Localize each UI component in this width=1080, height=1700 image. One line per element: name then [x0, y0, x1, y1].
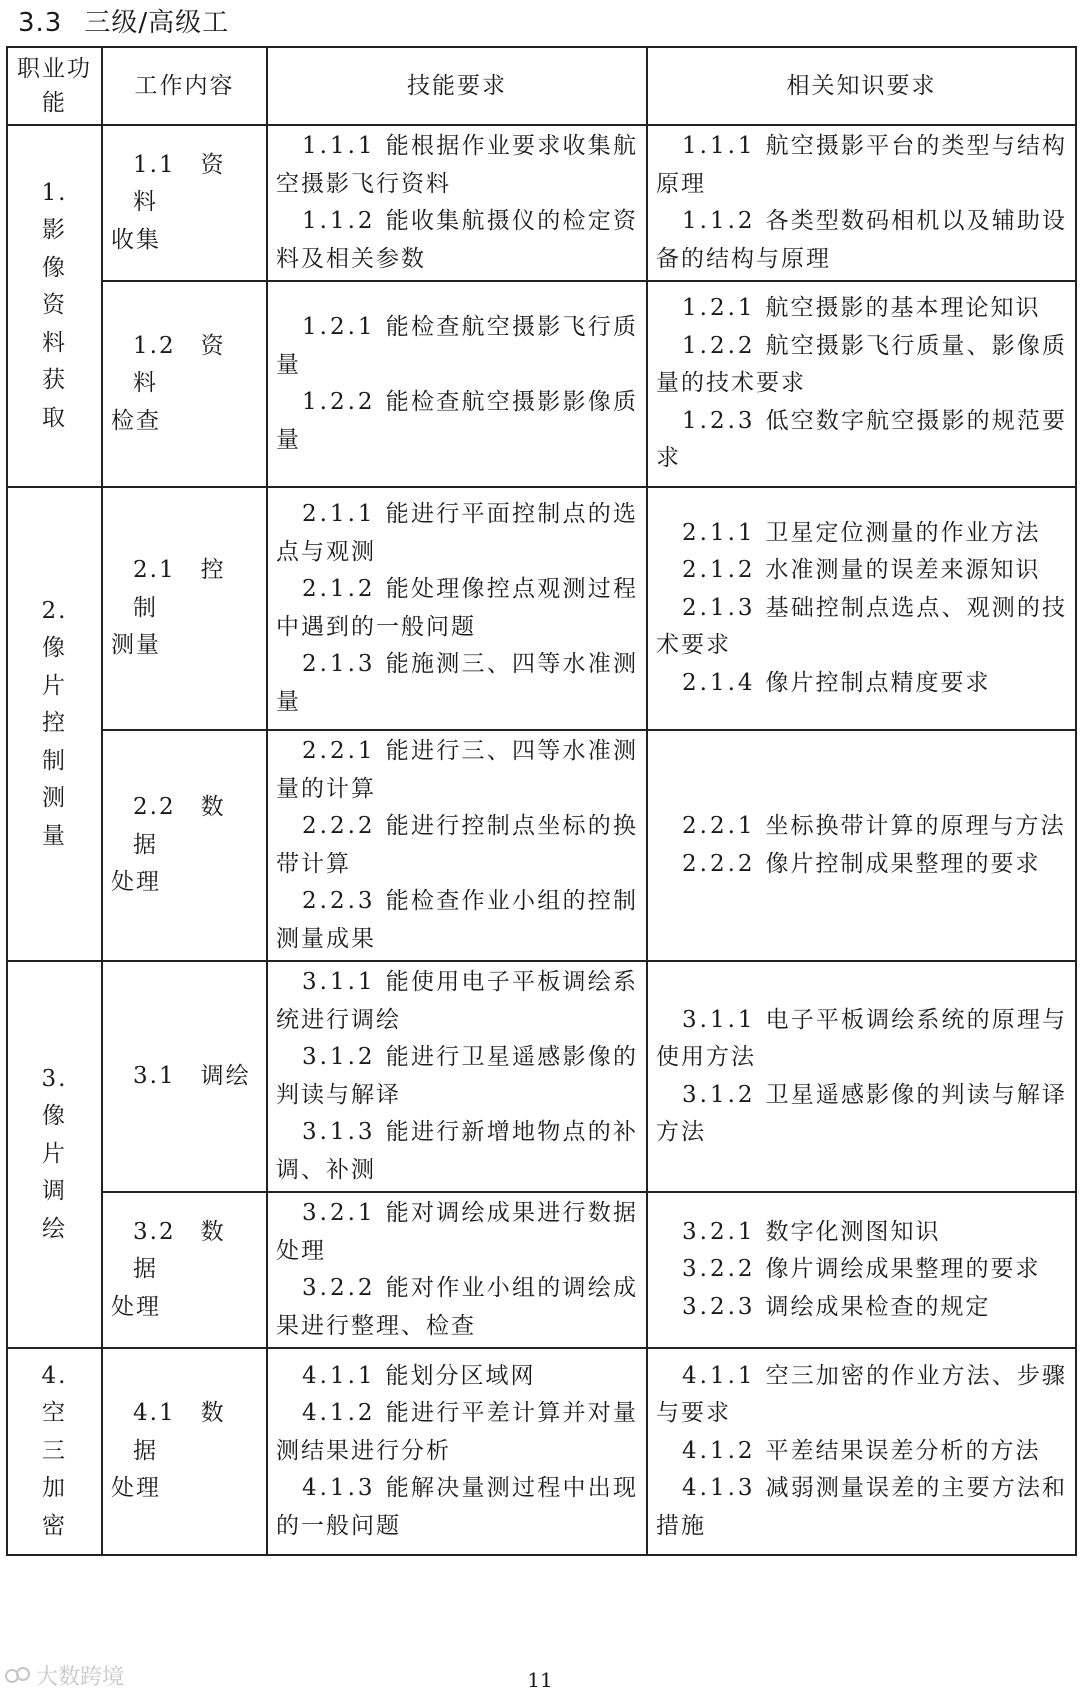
- item-text: 航空摄影平台的类型与结构原理: [656, 133, 1067, 197]
- table-row: [7, 730, 1076, 961]
- item-text: 像片控制点精度要求: [765, 669, 991, 696]
- function-cell: [7, 487, 102, 961]
- function-char: 影: [42, 217, 67, 244]
- item-code: 2.2.2: [682, 850, 756, 877]
- item-text: 调绘成果检查的规定: [765, 1293, 991, 1320]
- knowledge-item: [656, 1251, 1067, 1289]
- item-code: 1.1.1: [302, 133, 376, 159]
- knowledge-item: [656, 1433, 1067, 1471]
- item-text: 基础控制点选点、观测的技术要求: [656, 594, 1067, 659]
- knowledge-item: [656, 203, 1067, 278]
- knowledge-item: [656, 590, 1067, 665]
- item-code: 3.2.1: [682, 1218, 756, 1245]
- item-code: 3.1.1: [682, 1006, 756, 1033]
- item-text: 能检查航空摄影飞行质量: [276, 314, 638, 378]
- header-content: 工作内容: [102, 47, 267, 125]
- knowledge-item: [656, 403, 1067, 478]
- item-text: 低空数字航空摄影的规范要求: [656, 407, 1067, 472]
- item-text: 像片控制成果整理的要求: [765, 850, 1041, 877]
- knowledge-cell: [647, 1192, 1076, 1348]
- knowledge-item: [656, 846, 1067, 884]
- skill-item: [276, 646, 638, 721]
- skills-cell: [267, 961, 647, 1192]
- item-code: 2.1.3: [302, 651, 376, 677]
- section-number: 3.3: [18, 8, 63, 38]
- function-char: 像: [42, 1103, 67, 1130]
- work-content-line: 处理: [111, 1293, 161, 1320]
- table-row: [7, 961, 1076, 1192]
- item-text: 水准测量的误差来源知识: [765, 557, 1041, 584]
- item-code: 4.1.3: [302, 1475, 376, 1502]
- item-code: 2.1.2: [682, 557, 756, 584]
- work-content-line: 测量: [111, 632, 161, 659]
- item-text: 像片调绘成果整理的要求: [765, 1256, 1041, 1283]
- item-code: 2.1.3: [682, 594, 756, 621]
- item-code: 4.1.1: [302, 1362, 376, 1389]
- function-char: 调: [42, 1178, 67, 1205]
- item-text: 能进行新增地物点的补调、补测: [276, 1119, 638, 1183]
- item-text: 能处理像控点观测过程中遇到的一般问题: [276, 576, 638, 640]
- item-text: 平差结果误差分析的方法: [765, 1437, 1041, 1464]
- item-text: 能进行控制点坐标的换带计算: [276, 813, 638, 877]
- work-content-cell: [102, 730, 267, 961]
- item-text: 航空摄影的基本理论知识: [765, 295, 1041, 322]
- knowledge-item: [656, 808, 1067, 846]
- item-code: 1.2.1: [302, 314, 376, 340]
- section-title: [18, 2, 229, 39]
- knowledge-item: [656, 1214, 1067, 1252]
- function-char: 加: [42, 1475, 67, 1502]
- skill-item: [276, 309, 638, 384]
- item-text: 航空摄影飞行质量、影像质量的技术要求: [656, 332, 1067, 397]
- function-char: 料: [42, 329, 67, 356]
- function-cell: [7, 1348, 102, 1555]
- knowledge-cell: [647, 730, 1076, 961]
- work-content-line: 处理: [111, 869, 161, 896]
- table-row: [7, 281, 1076, 487]
- skills-cell: [267, 487, 647, 730]
- item-code: 4.1.3: [682, 1475, 756, 1502]
- table-row: [7, 1192, 1076, 1348]
- item-code: 1.2.3: [682, 407, 756, 434]
- item-code: 2.1.2: [302, 576, 376, 602]
- item-text: 空三加密的作业方法、步骤与要求: [656, 1362, 1067, 1427]
- work-content-cell: [102, 281, 267, 487]
- function-char: 控: [42, 710, 67, 737]
- item-text: 电子平板调绘系统的原理与使用方法: [656, 1006, 1067, 1070]
- knowledge-item: [656, 328, 1067, 403]
- watermark-logo-icon: [4, 1664, 32, 1688]
- item-code: 1.1.2: [302, 208, 376, 234]
- work-content-line: 1.2 资 料: [133, 332, 251, 397]
- knowledge-item: [656, 128, 1067, 203]
- knowledge-cell: [647, 1348, 1076, 1555]
- table-body: [7, 125, 1076, 1555]
- work-content-line: 3.1 调绘: [133, 1062, 251, 1089]
- skill-item: [276, 1270, 638, 1345]
- knowledge-cell: [647, 961, 1076, 1192]
- table-row: [7, 125, 1076, 281]
- work-content-line: 收集: [111, 226, 161, 253]
- watermark-text: 大数跨境: [36, 1665, 125, 1690]
- skills-cell: [267, 125, 647, 281]
- function-char: 取: [42, 404, 67, 431]
- function-cell: [7, 961, 102, 1348]
- item-text: 能进行卫星遥感影像的判读与解译: [276, 1044, 638, 1108]
- skill-item: [276, 1114, 638, 1189]
- item-code: 3.2.1: [302, 1200, 376, 1226]
- item-text: 能进行三、四等水准测量的计算: [276, 738, 638, 802]
- work-content-line: 检查: [111, 407, 161, 434]
- function-char: 密: [42, 1512, 67, 1539]
- table-row: [7, 1348, 1076, 1555]
- work-content-line: 3.2 数 据: [133, 1218, 251, 1283]
- item-text: 坐标换带计算的原理与方法: [765, 813, 1066, 839]
- item-code: 1.1.1: [682, 133, 756, 159]
- skill-item: [276, 883, 638, 958]
- function-number: 1.: [41, 179, 68, 206]
- knowledge-cell: [647, 125, 1076, 281]
- work-content-cell: [102, 1348, 267, 1555]
- work-content-cell: [102, 1192, 267, 1348]
- item-text: 卫星遥感影像的判读与解译方法: [656, 1081, 1067, 1145]
- item-code: 3.1.2: [302, 1044, 376, 1070]
- skills-cell: [267, 730, 647, 961]
- function-char: 三: [42, 1437, 67, 1464]
- item-code: 1.2.1: [682, 295, 756, 322]
- item-text: 能使用电子平板调绘系统进行调绘: [276, 969, 638, 1033]
- function-char: 片: [42, 1140, 67, 1167]
- watermark: [4, 1660, 124, 1691]
- function-char: 像: [42, 254, 67, 281]
- knowledge-cell: [647, 487, 1076, 730]
- function-char: 资: [42, 292, 67, 319]
- item-code: 3.1.1: [302, 969, 376, 995]
- skill-item: [276, 1039, 638, 1114]
- skill-item: [276, 808, 638, 883]
- function-char: 获: [42, 367, 67, 394]
- item-text: 能检查航空摄影影像质量: [276, 389, 638, 453]
- knowledge-item: [656, 552, 1067, 590]
- work-content-line: 2.2 数 据: [133, 794, 251, 858]
- function-char: 空: [42, 1400, 67, 1427]
- item-code: 4.1.2: [302, 1400, 376, 1427]
- item-code: 3.2.3: [682, 1293, 756, 1320]
- function-number: 3.: [41, 1065, 68, 1092]
- item-text: 能施测三、四等水准测量: [276, 651, 638, 715]
- item-code: 2.2.1: [302, 738, 376, 764]
- knowledge-cell: [647, 281, 1076, 487]
- item-code: 3.1.2: [682, 1081, 756, 1108]
- section-title-text: 三级/高级工: [84, 8, 230, 38]
- work-content-line: 1.1 资 料: [133, 151, 251, 216]
- item-text: 能进行平面控制点的选点与观测: [276, 501, 638, 565]
- function-char: 量: [42, 822, 67, 849]
- knowledge-item: [656, 290, 1067, 328]
- knowledge-item: [656, 1358, 1067, 1433]
- item-code: 3.1.3: [302, 1119, 376, 1145]
- work-content-cell: [102, 487, 267, 730]
- skill-item: [276, 203, 638, 278]
- item-text: 卫星定位测量的作业方法: [765, 519, 1041, 546]
- item-code: 4.1.2: [682, 1437, 756, 1464]
- item-code: 3.2.2: [302, 1275, 376, 1301]
- item-text: 能解决量测过程中出现的一般问题: [276, 1475, 638, 1539]
- item-text: 能进行平差计算并对量测结果进行分析: [276, 1400, 638, 1464]
- item-code: 2.2.3: [302, 888, 376, 914]
- item-code: 1.2.2: [682, 332, 756, 359]
- knowledge-item: [656, 1289, 1067, 1327]
- item-code: 2.2.1: [682, 813, 756, 839]
- item-code: 1.2.2: [302, 389, 376, 415]
- work-content-line: 2.1 控 制: [133, 557, 251, 621]
- skill-item: [276, 1195, 638, 1270]
- skill-item: [276, 1395, 638, 1470]
- table-row: [7, 487, 1076, 730]
- work-content-line: 处理: [111, 1475, 161, 1502]
- knowledge-item: [656, 1470, 1067, 1545]
- skill-item: [276, 128, 638, 203]
- skills-cell: [267, 1192, 647, 1348]
- item-text: 能根据作业要求收集航空摄影飞行资料: [276, 133, 638, 197]
- item-code: 2.2.2: [302, 813, 376, 839]
- work-content-cell: [102, 125, 267, 281]
- item-text: 数字化测图知识: [765, 1218, 941, 1245]
- item-code: 4.1.1: [682, 1362, 756, 1389]
- skills-cell: [267, 1348, 647, 1555]
- header-function: 职业功能: [7, 47, 102, 125]
- skills-cell: [267, 281, 647, 487]
- item-text: 能对作业小组的调绘成果进行整理、检查: [276, 1275, 638, 1339]
- item-code: 2.1.4: [682, 669, 756, 696]
- function-cell: [7, 125, 102, 487]
- work-content-cell: [102, 961, 267, 1192]
- item-text: 能检查作业小组的控制测量成果: [276, 888, 638, 952]
- item-text: 能划分区域网: [385, 1362, 536, 1389]
- table-header-row: [7, 47, 1076, 125]
- function-char: 制: [42, 747, 67, 774]
- skill-item: [276, 1358, 638, 1396]
- item-text: 能收集航摄仪的检定资料及相关参数: [276, 208, 638, 272]
- knowledge-item: [656, 1077, 1067, 1152]
- function-number: 2.: [41, 597, 68, 624]
- knowledge-item: [656, 515, 1067, 553]
- work-content-line: 4.1 数 据: [133, 1400, 251, 1464]
- page-number: 11: [527, 1668, 553, 1692]
- item-text: 各类型数码相机以及辅助设备的结构与原理: [656, 208, 1067, 272]
- item-code: 3.2.2: [682, 1256, 756, 1283]
- header-skills: 技能要求: [267, 47, 647, 125]
- knowledge-item: [656, 665, 1067, 703]
- skill-item: [276, 964, 638, 1039]
- skill-item: [276, 733, 638, 808]
- skill-item: [276, 496, 638, 571]
- function-char: 测: [42, 785, 67, 812]
- function-char: 像: [42, 635, 67, 662]
- item-code: 2.1.1: [682, 519, 756, 546]
- header-knowledge: 相关知识要求: [647, 47, 1076, 125]
- function-char: 绘: [42, 1215, 67, 1242]
- skill-item: [276, 384, 638, 459]
- function-char: 片: [42, 672, 67, 699]
- item-code: 1.1.2: [682, 208, 756, 234]
- item-code: 2.1.1: [302, 501, 376, 527]
- knowledge-item: [656, 1002, 1067, 1077]
- item-text: 减弱测量误差的主要方法和措施: [656, 1475, 1067, 1539]
- standards-table: [6, 46, 1077, 1556]
- function-number: 4.: [41, 1362, 68, 1389]
- skill-item: [276, 571, 638, 646]
- skill-item: [276, 1470, 638, 1545]
- item-text: 能对调绘成果进行数据处理: [276, 1200, 638, 1264]
